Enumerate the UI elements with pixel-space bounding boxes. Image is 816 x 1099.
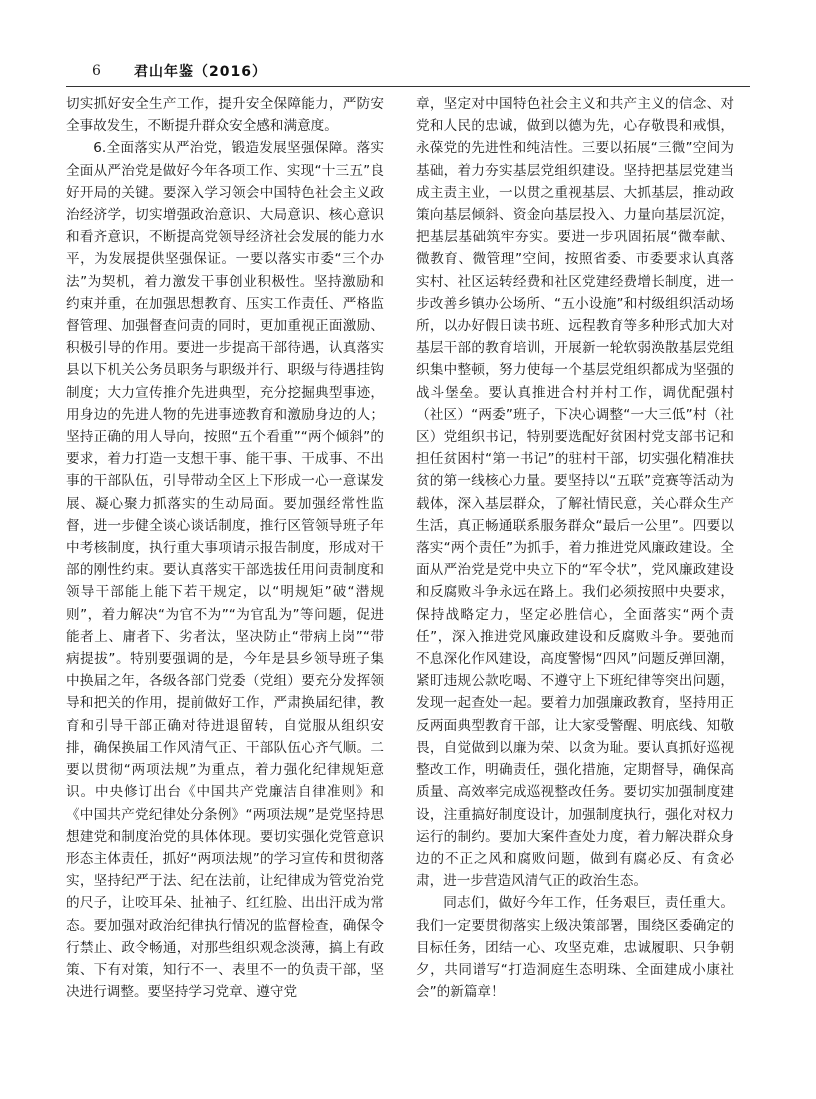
right-column bbox=[416, 93, 734, 1003]
paragraph-party-governance: 6.全面落实从严治党，锻造发展坚强保障。落实全面从严治党是做好今年各项工作、实现“十三五”良好开局的关键。要深入学习领会中国特色社会主义政治经济学，切实增强政治意识、大局意识、核心意识和看齐意识，不断提高党领导经济社会发展的能力水平，为发展提供坚强保证。一要以落实市委“三个办法”为契机，着力激发干事创业积极性。坚持激励和约束并重，在加强思想教育、压实工作责任、严格监督管理、加强督查问责的同时，更加重视正面激励、积极引导的作用。要进一步提高干部待遇，认真落实县以下机关公务员职务与职级并行、职级与待遇挂钩制度；大力宣传推介先进典型，充分挖掘典型事迹，用身边的先进人物的先进事迹教育和激励身边的人；坚持正确的用人导向，按照“五个看重”“两个倾斜”的要求，着力打造一支想干事、能干事、干成事、不出事的干部队伍，引导带动全区上下形成一心一意谋发展、凝心聚力抓落实的生动局面。要加强经常性监督，进一步健全谈心谈话制度，推行区管领导班子年中考核制度，执行重大事项请示报告制度，形成对干部的刚性约束。要认真落实干部选拔任用问责制度和领导干部能上能下若干规定，以“明规矩”破“潜规则”，着力解决“为官不为”“为官乱为”等问题，促进能者上、庸者下、劣者汰，坚决防止“带病上岗”“带病提拔”。特别要强调的是，今年是县乡领导班子集中换届之年，各级各部门党委（党组）要充分发挥领导和把关的作用，提前做好工作，严肃换届纪律，教育和引导干部正确对待进退留转，自觉服从组织安排，确保换届工作风清气正、干部队伍心齐气顺。二要以贯彻“两项法规”为重点，着力强化纪律规矩意识。中央修订出台《中国共产党廉洁自律准则》和《中国共产党纪律处分条例》“两项法规”是党坚持思想建党和制度治党的具体体现。要切实强化党管意识形态主体责任，抓好“两项法规”的学习宣传和贯彻落实，坚持纪严于法、纪在法前，让纪律成为管党治党的尺子，让咬耳朵、扯袖子、红红脸、出出汗成为常态。要加强对政治纪律执行情况的监督检查，确保令行禁止、政令畅通，对那些组织观念淡薄，搞上有政策、下有对策，知行不一、表里不一的负责干部，坚决进行调整。要坚持学习党章、遵守党 bbox=[66, 140, 384, 1001]
book-title: 君山年鉴（2016） bbox=[134, 64, 267, 80]
page-header bbox=[88, 60, 748, 82]
header-divider bbox=[66, 86, 750, 87]
paragraph-continuation: 切实抓好安全生产工作，提升安全保障能力，严防安全事故发生，不断提升群众安全感和满意度。 bbox=[66, 96, 384, 135]
page-number: 6 bbox=[92, 63, 101, 79]
paragraph-party-building: 章，坚定对中国特色社会主义和共产主义的信念、对党和人民的忠诚，做到以德为先，心存敬畏和戒惧，永葆党的先进性和纯洁性。三要以拓展“三微”空间为基础，着力夯实基层党组织建设。坚持把基层党建当成主责主业，一以贯之重视基层、大抓基层，推动政策向基层倾斜、资金向基层投入、力量向基层沉淀，把基层基础筑牢夯实。要进一步巩固拓展“微奉献、微教育、微管理”空间，按照省委、市委要求认真落实村、社区运转经费和社区党建经费增长制度，进一步改善乡镇办公场所、“五小设施”和村级组织活动场所，以办好假日读书班、远程教育等多种形式加大对基层干部的教育培训，开展新一轮软弱涣散基层党组织集中整顿，努力使每一个基层党组织都成为坚强的战斗堡垒。要认真推进合村并村工作，调优配强村（社区）“两委”班子，下决心调整“一大三低”村（社区）党组织书记，特别要选配好贫困村党支部书记和担任贫困村“第一书记”的驻村干部，切实强化精准扶贫的第一线核心力量。要坚持以“五联”竞赛等活动为载体，深入基层群众，了解社情民意，关心群众生产生活，真正畅通联系服务群众“最后一公里”。四要以落实“两个责任”为抓手，着力推进党风廉政建设。全面从严治党是党中央立下的“军令状”，党风廉政建设和反腐败斗争永远在路上。我们必须按照中央要求，保持战略定力，坚定必胜信心，全面落实“两个责任”，深入推进党风廉政建设和反腐败斗争。要弛而不息深化作风建设，高度警惕“四风”问题反弹回潮，紧盯违规公款吃喝、不遵守上下班纪律等突出问题，发现一起查处一起。要着力加强廉政教育，坚持用正反两面典型教育干部，让大家受警醒、明底线、知敬畏，自觉做到以廉为荣、以贪为耻。要认真抓好巡视整改工作，明确责任，强化措施，定期督导，确保高质量、高效率完成巡视整改任务。要切实加强制度建设，注重搞好制度设计，加强制度执行，强化对权力运行的制约。要加大案件查处力度，着力解决群众身边的不正之风和腐败问题，做到有腐必反、有贪必肃，进一步营造风清气正的政治生态。 bbox=[416, 96, 734, 890]
paragraph-closing: 同志们，做好今年工作，任务艰巨，责任重大。我们一定要贯彻落实上级决策部署，围绕区委确定的目标任务，团结一心、攻坚克难，忠诚履职、只争朝夕，共同谱写“打造洞庭生态明珠、全面建成小康社会”的新篇章！ bbox=[416, 895, 734, 1001]
left-column bbox=[66, 93, 384, 1003]
